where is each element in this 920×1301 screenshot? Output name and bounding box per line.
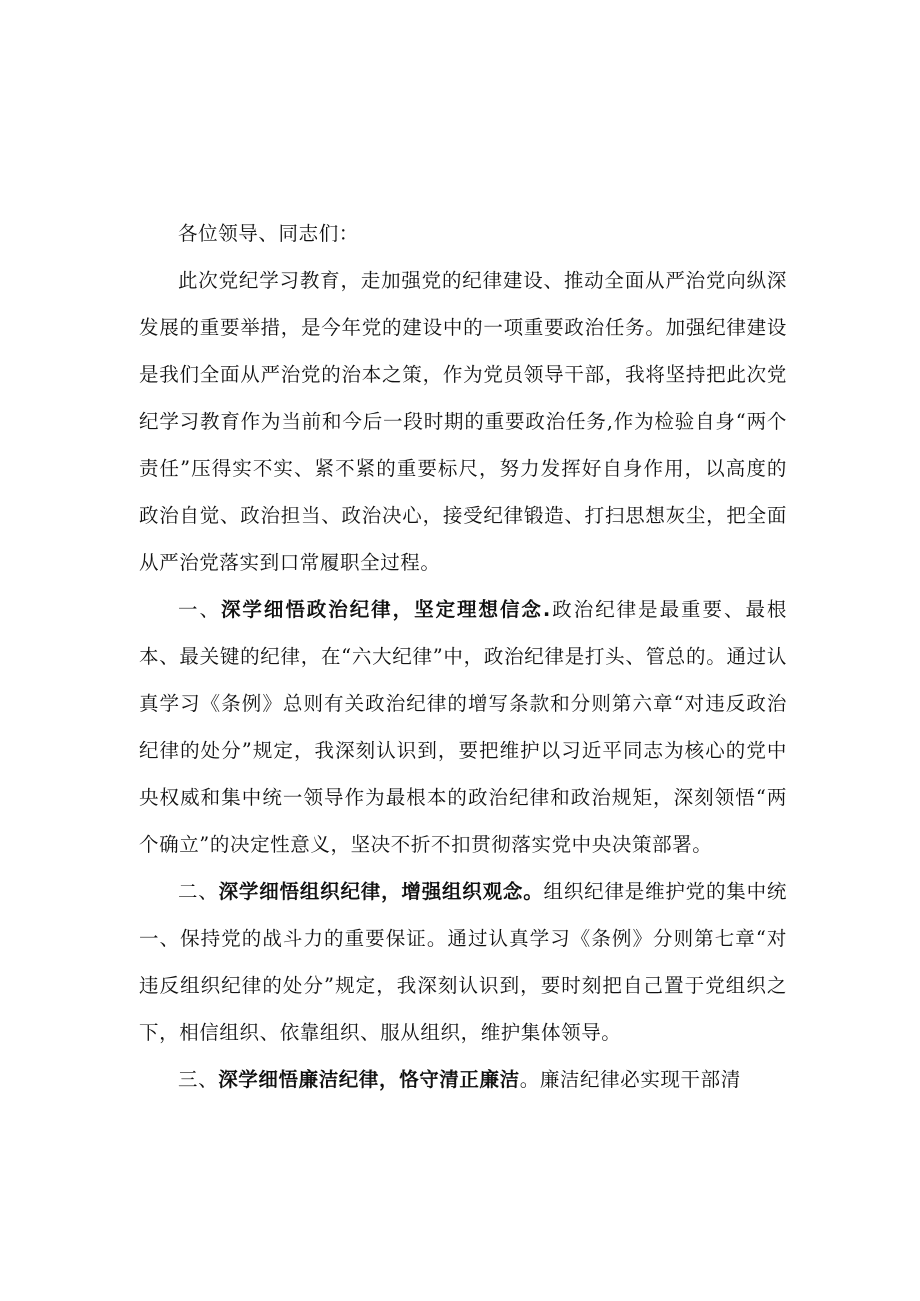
intro-paragraph: 此次党纪学习教育，走加强党的纪律建设、推动全面从严治党向纵深发展的重要举措，是今年党的建设中的一项重要政治任务。加强纪律建设是我们全面从严治党的治本之策，作为党员领导干部，我将坚持把此次党纪学习教育作为当前和今后一段时期的重要政治任务,作为检验自身“两个责任”压得实不实、紧不紧的重要标尺，努力发挥好自身作用，以高度的政治自觉、政治担当、政治决心，接受纪律锻造、打扫思想灰尘，把全面从严治党落实到口常履职全过程。 — [139, 269, 787, 574]
section-body: 组织纪律是维护党的集中统一、保持党的战斗力的重要保证。通过认真学习《条例》分则第七章“对违反组织纪律的处分”规定，我深刻认识到，要时刻把自己置于党组织之下，相信组织、依靠组织、服从组织，维护集体领导。 — [139, 880, 788, 1044]
document-body — [139, 210, 787, 1103]
section-political-discipline — [139, 586, 787, 868]
section-heading: 深学细悟政治纪律，坚定理想信念. — [220, 598, 551, 621]
section-prefix: 一、 — [178, 598, 221, 621]
section-body: 政治纪律是最重要、最根本、最关键的纪律，在“六大纪律”中，政治纪律是打头、管总的。通过认真学习《条例》总则有关政治纪律的增写条款和分则第六章“对违反政治纪律的处分”规定，我深刻认识到，要把维护以习近平同志为核心的党中央权威和集中统一领导作为最根本的政治纪律和政治规矩，深刻领悟“两个确立”的决定性意义，坚决不折不扣贯彻落实党中央决策部署。 — [139, 598, 788, 856]
section-heading: 深学细悟组织纪律，增强组织观念。 — [218, 880, 544, 903]
section-heading: 深学细悟廉洁纪律，恪守清正廉洁 — [218, 1068, 520, 1091]
greeting: 各位领导、同志们： — [178, 222, 359, 245]
section-prefix: 三、 — [178, 1068, 219, 1091]
section-organizational-discipline — [139, 868, 787, 1056]
section-prefix: 二、 — [178, 880, 219, 903]
section-integrity-discipline — [139, 1056, 787, 1103]
section-body: 。廉洁纪律必实现干部清 — [519, 1068, 741, 1091]
